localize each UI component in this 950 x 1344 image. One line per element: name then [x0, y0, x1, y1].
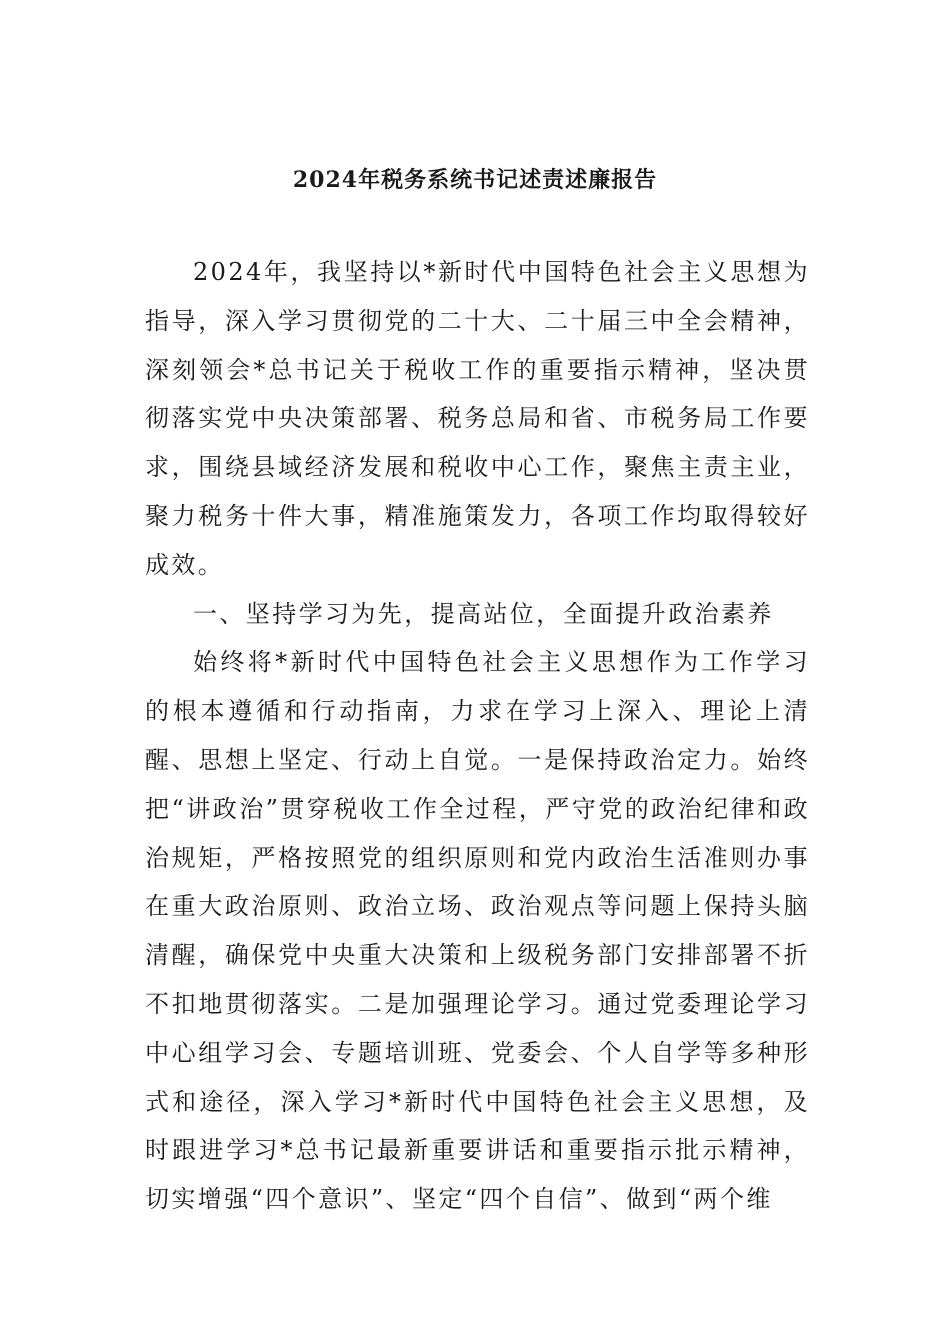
document-body [145, 248, 810, 1224]
section-heading: 一、坚持学习为先，提高站位，全面提升政治素养 [193, 599, 774, 628]
paragraph-section-one: 始终将*新时代中国特色社会主义思想作为工作学习的根本遵循和行动指南，力求在学习上深入、理论上清醒、思想上坚定、行动上自觉。一是保持政治定力。始终把“讲政治”贯穿税收工作全过程，严守党的政治纪律和政治规矩，严格按照党的组织原则和党内政治生活准则办事在重大政治原则、政治立场、政治观点等问题上保持头脑清醒，确保党中央重大决策和上级税务部门安排部署不折不扣地贯彻落实。二是加强理论学习。通过党委理论学习中心组学习会、专题培训班、党委会、个人自学等多种形式和途径，深入学习*新时代中国特色社会主义思想，及时跟进学习*总书记最新重要讲话和重要指示批示精神，切实增强“四个意识”、坚定“四个自信”、做到“两个维 [145, 648, 810, 1214]
paragraph-intro: 2024年，我坚持以*新时代中国特色社会主义思想为指导，深入学习贯彻党的二十大、二十届三中全会精神，深刻领会*总书记关于税收工作的重要指示精神，坚决贯彻落实党中央决策部署、税务总局和省、市税务局工作要求，围绕县域经济发展和税收中心工作，聚焦主责主业，聚力税务十件大事，精准施策发力，各项工作均取得较好成效。 [145, 258, 810, 579]
document-title: 2024年税务系统书记述责述廉报告 [292, 167, 658, 193]
